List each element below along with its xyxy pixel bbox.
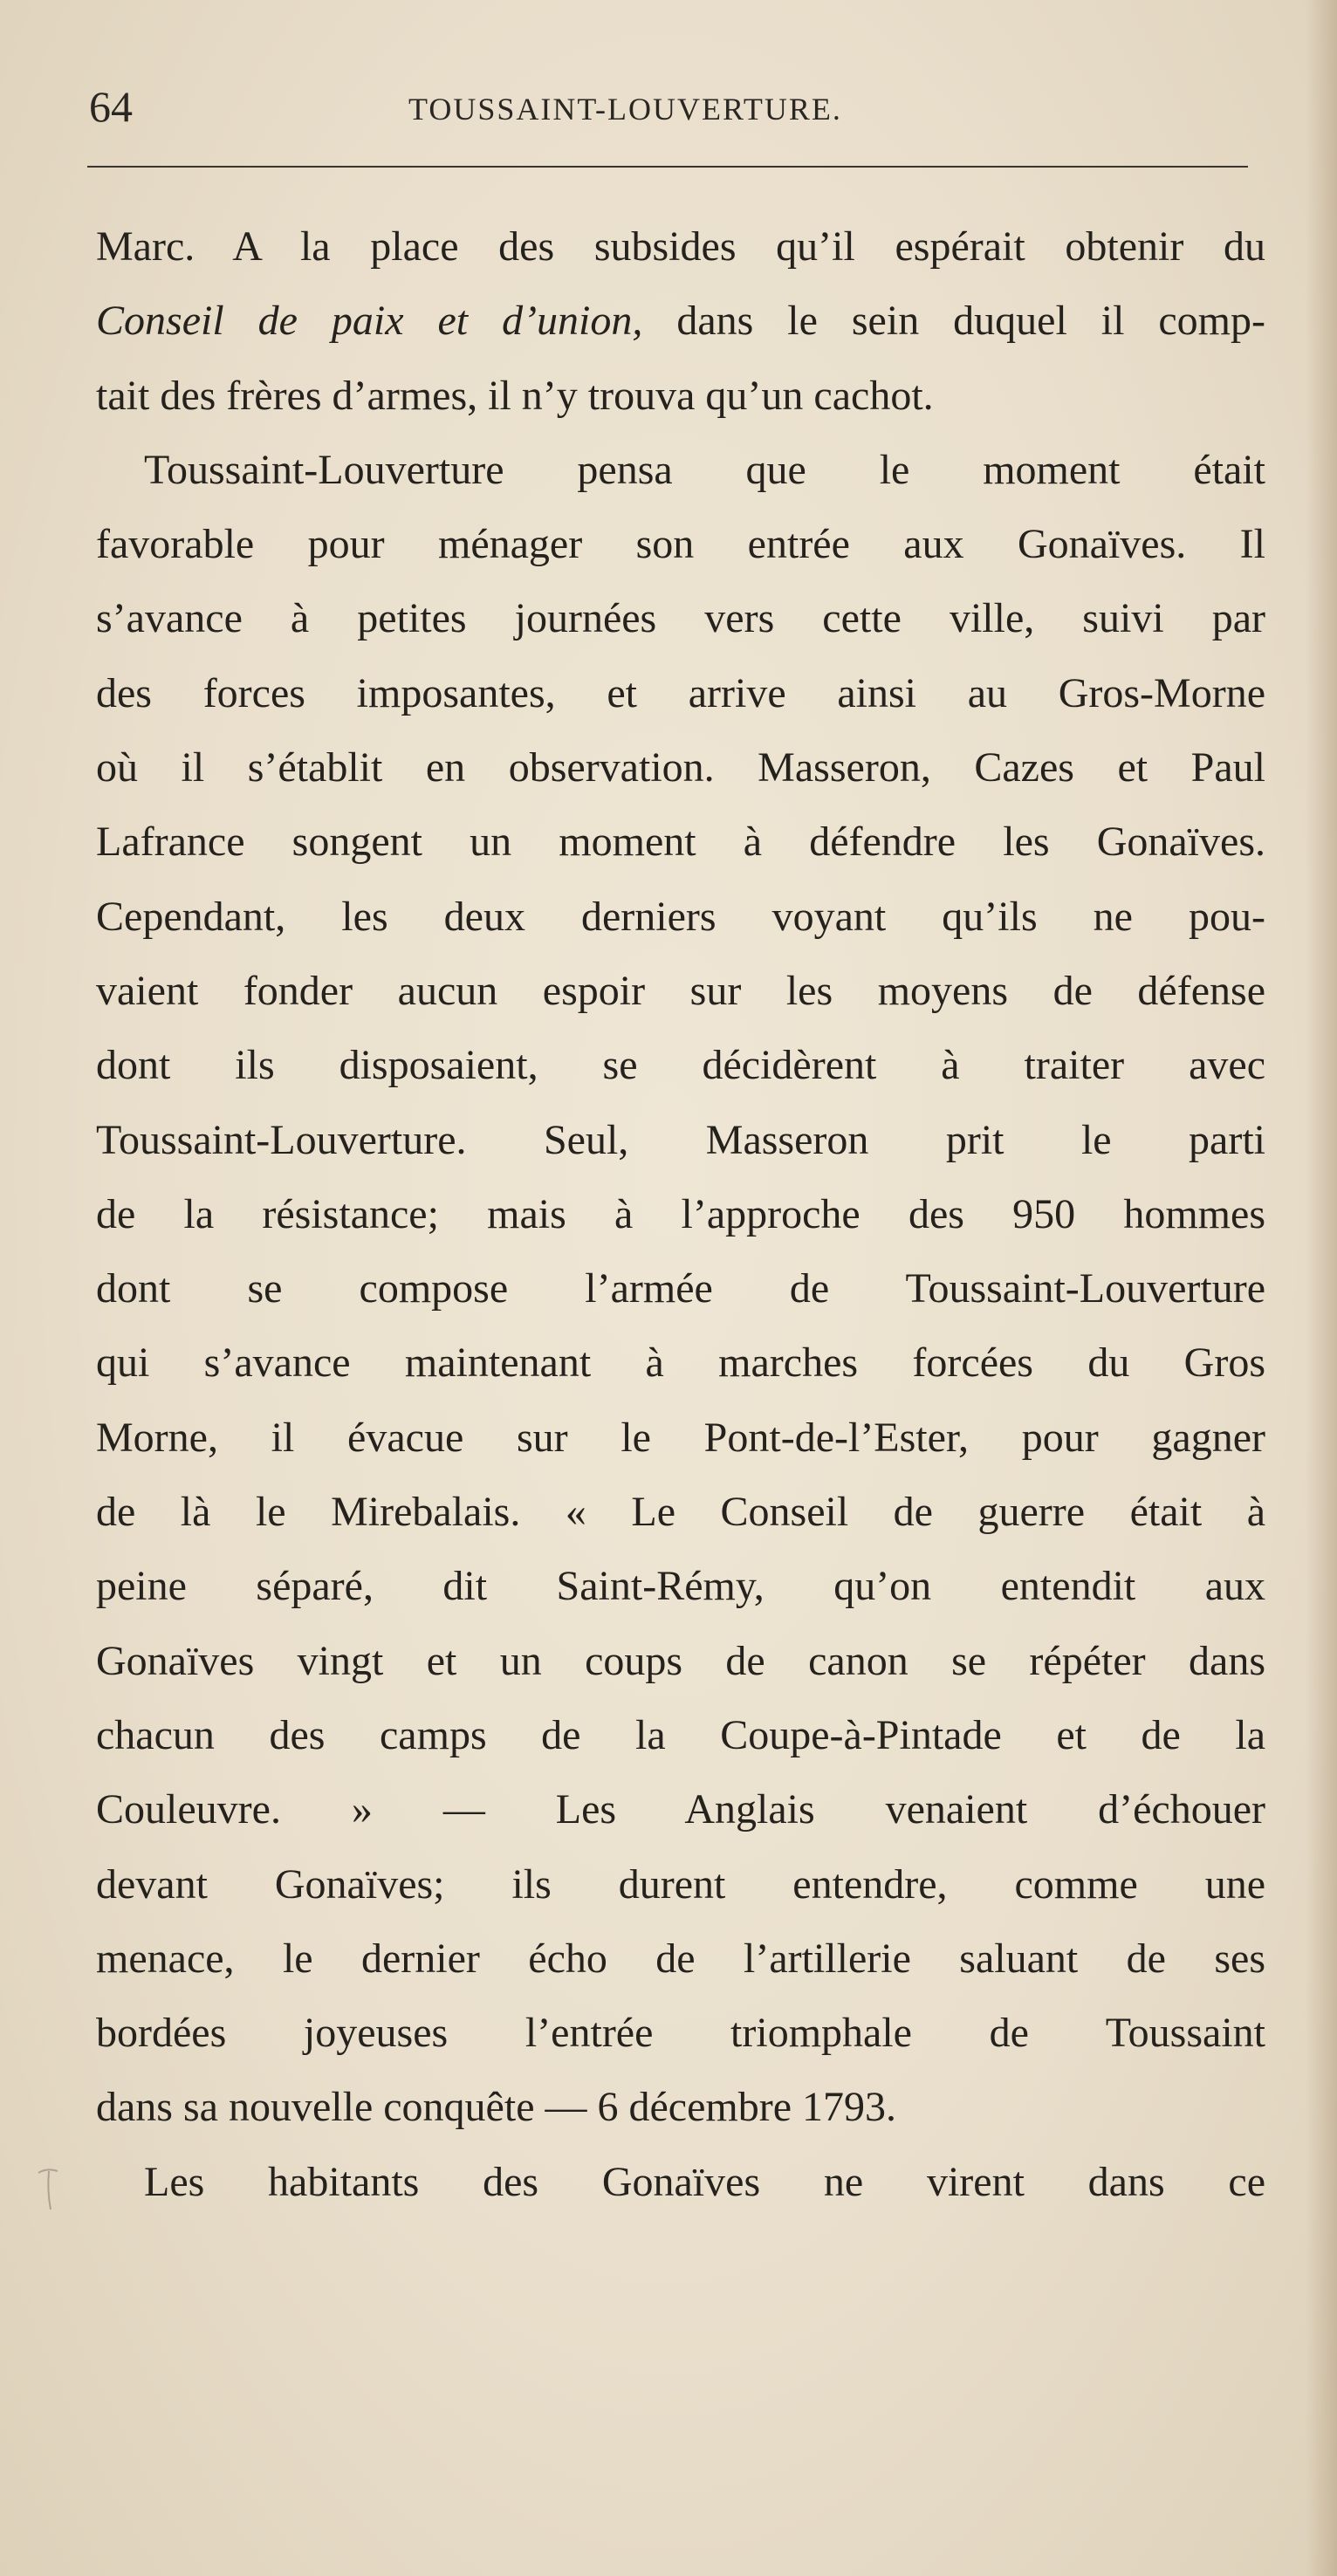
text-line [96,1028,1265,1102]
text-line [96,507,1265,581]
line-text: dont se compose l’armée de Toussaint-Louverture [96,1265,1265,1312]
margin-pencil-mark [35,2155,65,2216]
text-line [96,730,1265,805]
line-text: Toussaint-Louverture pensa que le moment était [144,446,1265,493]
line-text: chacun des camps de la Coupe-à-Pintade et de la [96,1711,1265,1758]
line-text: Cependant, les deux derniers voyant qu’ils ne pou- [96,893,1265,940]
text-line [96,880,1265,954]
line-text: des forces imposantes, et arrive ainsi au Gros-Morne [96,669,1265,716]
line-text: devant Gonaïves; ils durent entendre, comme une [96,1860,1265,1908]
text-line [96,1847,1265,1922]
line-text: vaient fonder aucun espoir sur les moyens de défense [96,967,1265,1014]
text-line [96,1103,1265,1177]
text-line [96,1401,1265,1475]
line-text: bordées joyeuses l’entrée triomphale de Toussaint [96,2010,1265,2057]
line-text: Marc. A la place des subsides qu’il espérait obtenir du [96,223,1265,270]
italic-title: Conseil de paix et d’union, [96,298,643,345]
line-text: dans sa nouvelle conquête — 6 décembre 1793. [96,2084,897,2131]
text-line [96,284,1265,358]
text-line [96,1772,1265,1846]
line-text: Couleuvre. » — Les Anglais venaient d’échouer [96,1786,1265,1833]
text-line [96,656,1265,730]
line-text: qui s’avance maintenant à marches forcées du Gros [96,1339,1265,1387]
running-header [87,80,1248,141]
text-line [96,1475,1265,1549]
line-text: dans le sein duquel il comp- [642,298,1265,345]
text-line [96,1922,1265,1996]
header-rule [87,166,1248,168]
text-line [96,805,1265,879]
line-text: Les habitants des Gonaïves ne virent dans ce [144,2158,1265,2205]
line-text: Gonaïves vingt et un coups de canon se répéter dans [96,1637,1265,1684]
running-title: TOUSSAINT-LOUVERTURE. [408,92,842,127]
text-line [96,359,1265,433]
text-line [96,433,1265,507]
line-text: dont ils disposaient, se décidèrent à traiter avec [96,1042,1265,1089]
text-line [96,1624,1265,1698]
line-text: de la résistance; mais à l’approche des 950 hommes [96,1190,1265,1237]
line-text: Morne, il évacue sur le Pont-de-l’Ester, pour gagner [96,1414,1265,1461]
text-line [96,1698,1265,1772]
page-edge-shadow [1306,0,1337,2576]
line-text: de là le Mirebalais. « Le Conseil de guerre était à [96,1489,1265,1536]
text-line [96,2145,1265,2219]
pencil-mark-icon [35,2155,65,2216]
text-line [96,954,1265,1028]
text-line [96,2070,1265,2144]
line-text: menace, le dernier écho de l’artillerie saluant de ses [96,1935,1265,1982]
text-line [96,1326,1265,1400]
text-line [96,1251,1265,1326]
line-text: où il s’établit en observation. Masseron, Cazes et Paul [96,744,1265,791]
line-text: peine séparé, dit Saint-Rémy, qu’on entendit aux [96,1563,1265,1610]
line-text: Toussaint-Louverture. Seul, Masseron prit le parti [96,1116,1265,1163]
line-text: Lafrance songent un moment à défendre les Gonaïves. [96,819,1265,866]
page-number: 64 [89,82,133,131]
text-line [96,209,1265,284]
text-line [96,1549,1265,1623]
line-text: favorable pour ménager son entrée aux Gonaïves. Il [96,521,1265,568]
text-line [96,1177,1265,1251]
text-line [96,581,1265,655]
text-line [96,1996,1265,2070]
body-text [96,209,1265,2219]
line-text: tait des frères d’armes, il n’y trouva qu’un cachot. [96,372,934,419]
line-text: s’avance à petites journées vers cette ville, suivi par [96,595,1265,642]
